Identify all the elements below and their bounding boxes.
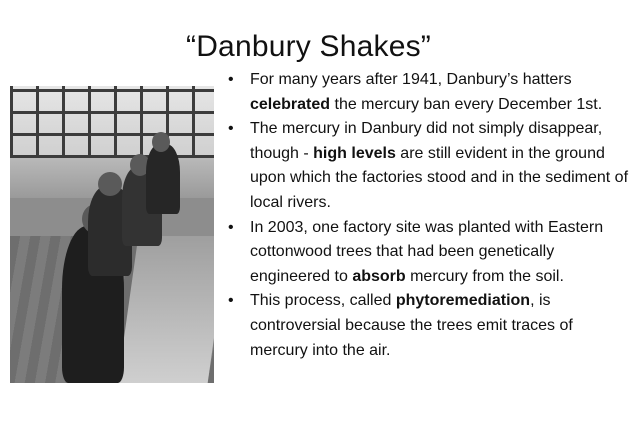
bullet-text: The mercury in Danbury did not simply disappear, though - [250, 120, 603, 162]
bullet-text: the mercury ban every December 1st. [330, 95, 603, 113]
bullet-dot: • [228, 292, 234, 310]
bullet-text: , is controversial because the trees emit traces of mercury into the air. [250, 292, 573, 359]
bullet-item [226, 68, 632, 117]
bullet-item [226, 117, 632, 215]
bullet-emphasis: high levels [313, 144, 396, 162]
bullet-list [226, 68, 632, 363]
bullet-emphasis: celebrated [250, 95, 331, 113]
bullet-item [226, 289, 632, 363]
bullet-item [226, 216, 632, 290]
bullet-text: mercury from the soil. [405, 267, 564, 285]
worker-head [98, 172, 122, 196]
bullet-emphasis: absorb [352, 267, 406, 285]
bullet-dot: • [228, 71, 234, 88]
hatters-factory-photo [10, 86, 214, 383]
bullet-text: This process, called [250, 292, 396, 310]
bullet-text: For many years after 1941, Danbury’s hatters [250, 71, 572, 88]
bullet-dot: • [228, 120, 234, 138]
slide-body [226, 68, 632, 363]
factory-window [10, 86, 214, 158]
bullet-text: In 2003, one factory site was planted with Eastern cottonwood trees that had been genetically engineered to [250, 218, 604, 285]
slide-title: “Danbury Shakes” [186, 30, 431, 63]
bullet-text: are still evident in the ground upon which the factories stood and in the sediment of local rivers. [250, 144, 629, 211]
bullet-dot: • [228, 218, 234, 236]
worker-figure [146, 144, 180, 214]
worker-head [152, 132, 170, 152]
bullet-emphasis: phytoremediation [395, 292, 531, 310]
